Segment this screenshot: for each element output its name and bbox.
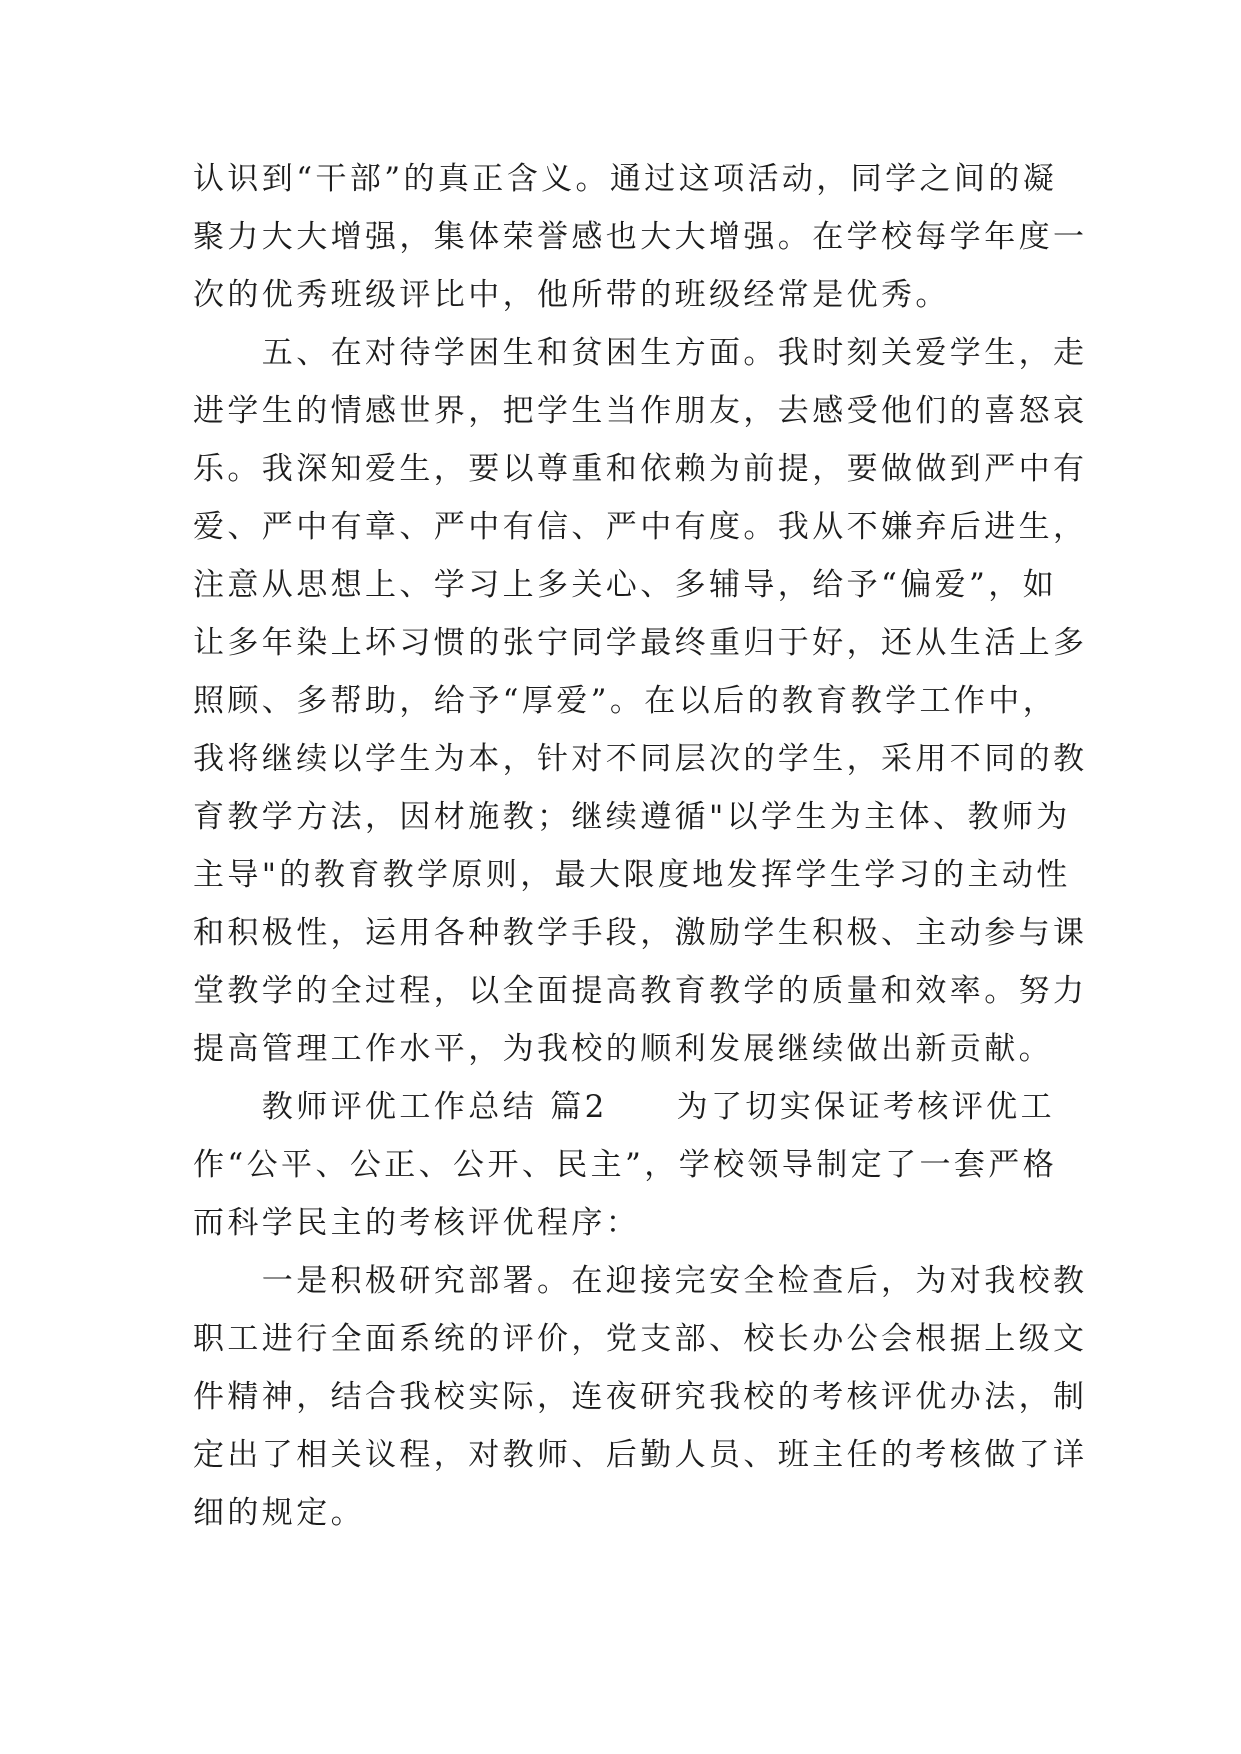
text-line: 而科学民主的考核评优程序： [193, 1205, 641, 1241]
text-line: 聚力大大增强，集体荣誉感也大大增强。在学校每学年度一 [193, 219, 1088, 255]
text-line: 和积极性，运用各种教学手段，激励学生积极、主动参与课 [193, 915, 1088, 951]
text-line: 一是积极研究部署。在迎接完安全检查后，为对我校教 [193, 1263, 1088, 1299]
text-line: 乐。我深知爱生，要以尊重和依赖为前提，要做做到严中有 [193, 451, 1088, 487]
text-line: 主导"的教育教学原则，最大限度地发挥学生学习的主动性 [193, 857, 1071, 893]
text-line: 我将继续以学生为本，针对不同层次的学生，采用不同的教 [193, 741, 1088, 777]
text-line: 教师评优工作总结 篇2 为了切实保证考核评优工 [193, 1089, 1055, 1125]
text-line: 职工进行全面系统的评价，党支部、校长办公会根据上级文 [193, 1321, 1088, 1357]
text-line: 定出了相关议程，对教师、后勤人员、班主任的考核做了详 [193, 1437, 1088, 1473]
text-line: 作“公平、公正、公开、民主”，学校领导制定了一套严格 [193, 1147, 1058, 1183]
text-line: 堂教学的全过程，以全面提高教育教学的质量和效率。努力 [193, 973, 1088, 1009]
text-line: 提高管理工作水平，为我校的顺利发展继续做出新贡献。 [193, 1031, 1053, 1067]
text-line: 件精神，结合我校实际，连夜研究我校的考核评优办法，制 [193, 1379, 1088, 1415]
text-line: 注意从思想上、学习上多关心、多辅导，给予“偏爱”，如 [193, 567, 1058, 603]
text-line: 照顾、多帮助，给予“厚爱”。在以后的教育教学工作中， [193, 683, 1058, 719]
text-line: 认识到“干部”的真正含义。通过这项活动，同学之间的凝 [193, 161, 1058, 197]
text-line: 让多年染上坏习惯的张宁同学最终重归于好，还从生活上多 [193, 625, 1088, 661]
text-line: 爱、严中有章、严中有信、严中有度。我从不嫌弃后进生， [193, 509, 1088, 545]
text-line: 细的规定。 [193, 1495, 365, 1531]
text-line: 五、在对待学困生和贫困生方面。我时刻关爱学生，走 [193, 335, 1088, 371]
text-line: 进学生的情感世界，把学生当作朋友，去感受他们的喜怒哀 [193, 393, 1088, 429]
text-line: 次的优秀班级评比中，他所带的班级经常是优秀。 [193, 277, 950, 313]
body-text [193, 150, 1088, 1542]
text-line: 育教学方法，因材施教；继续遵循"以学生为主体、教师为 [193, 799, 1071, 835]
